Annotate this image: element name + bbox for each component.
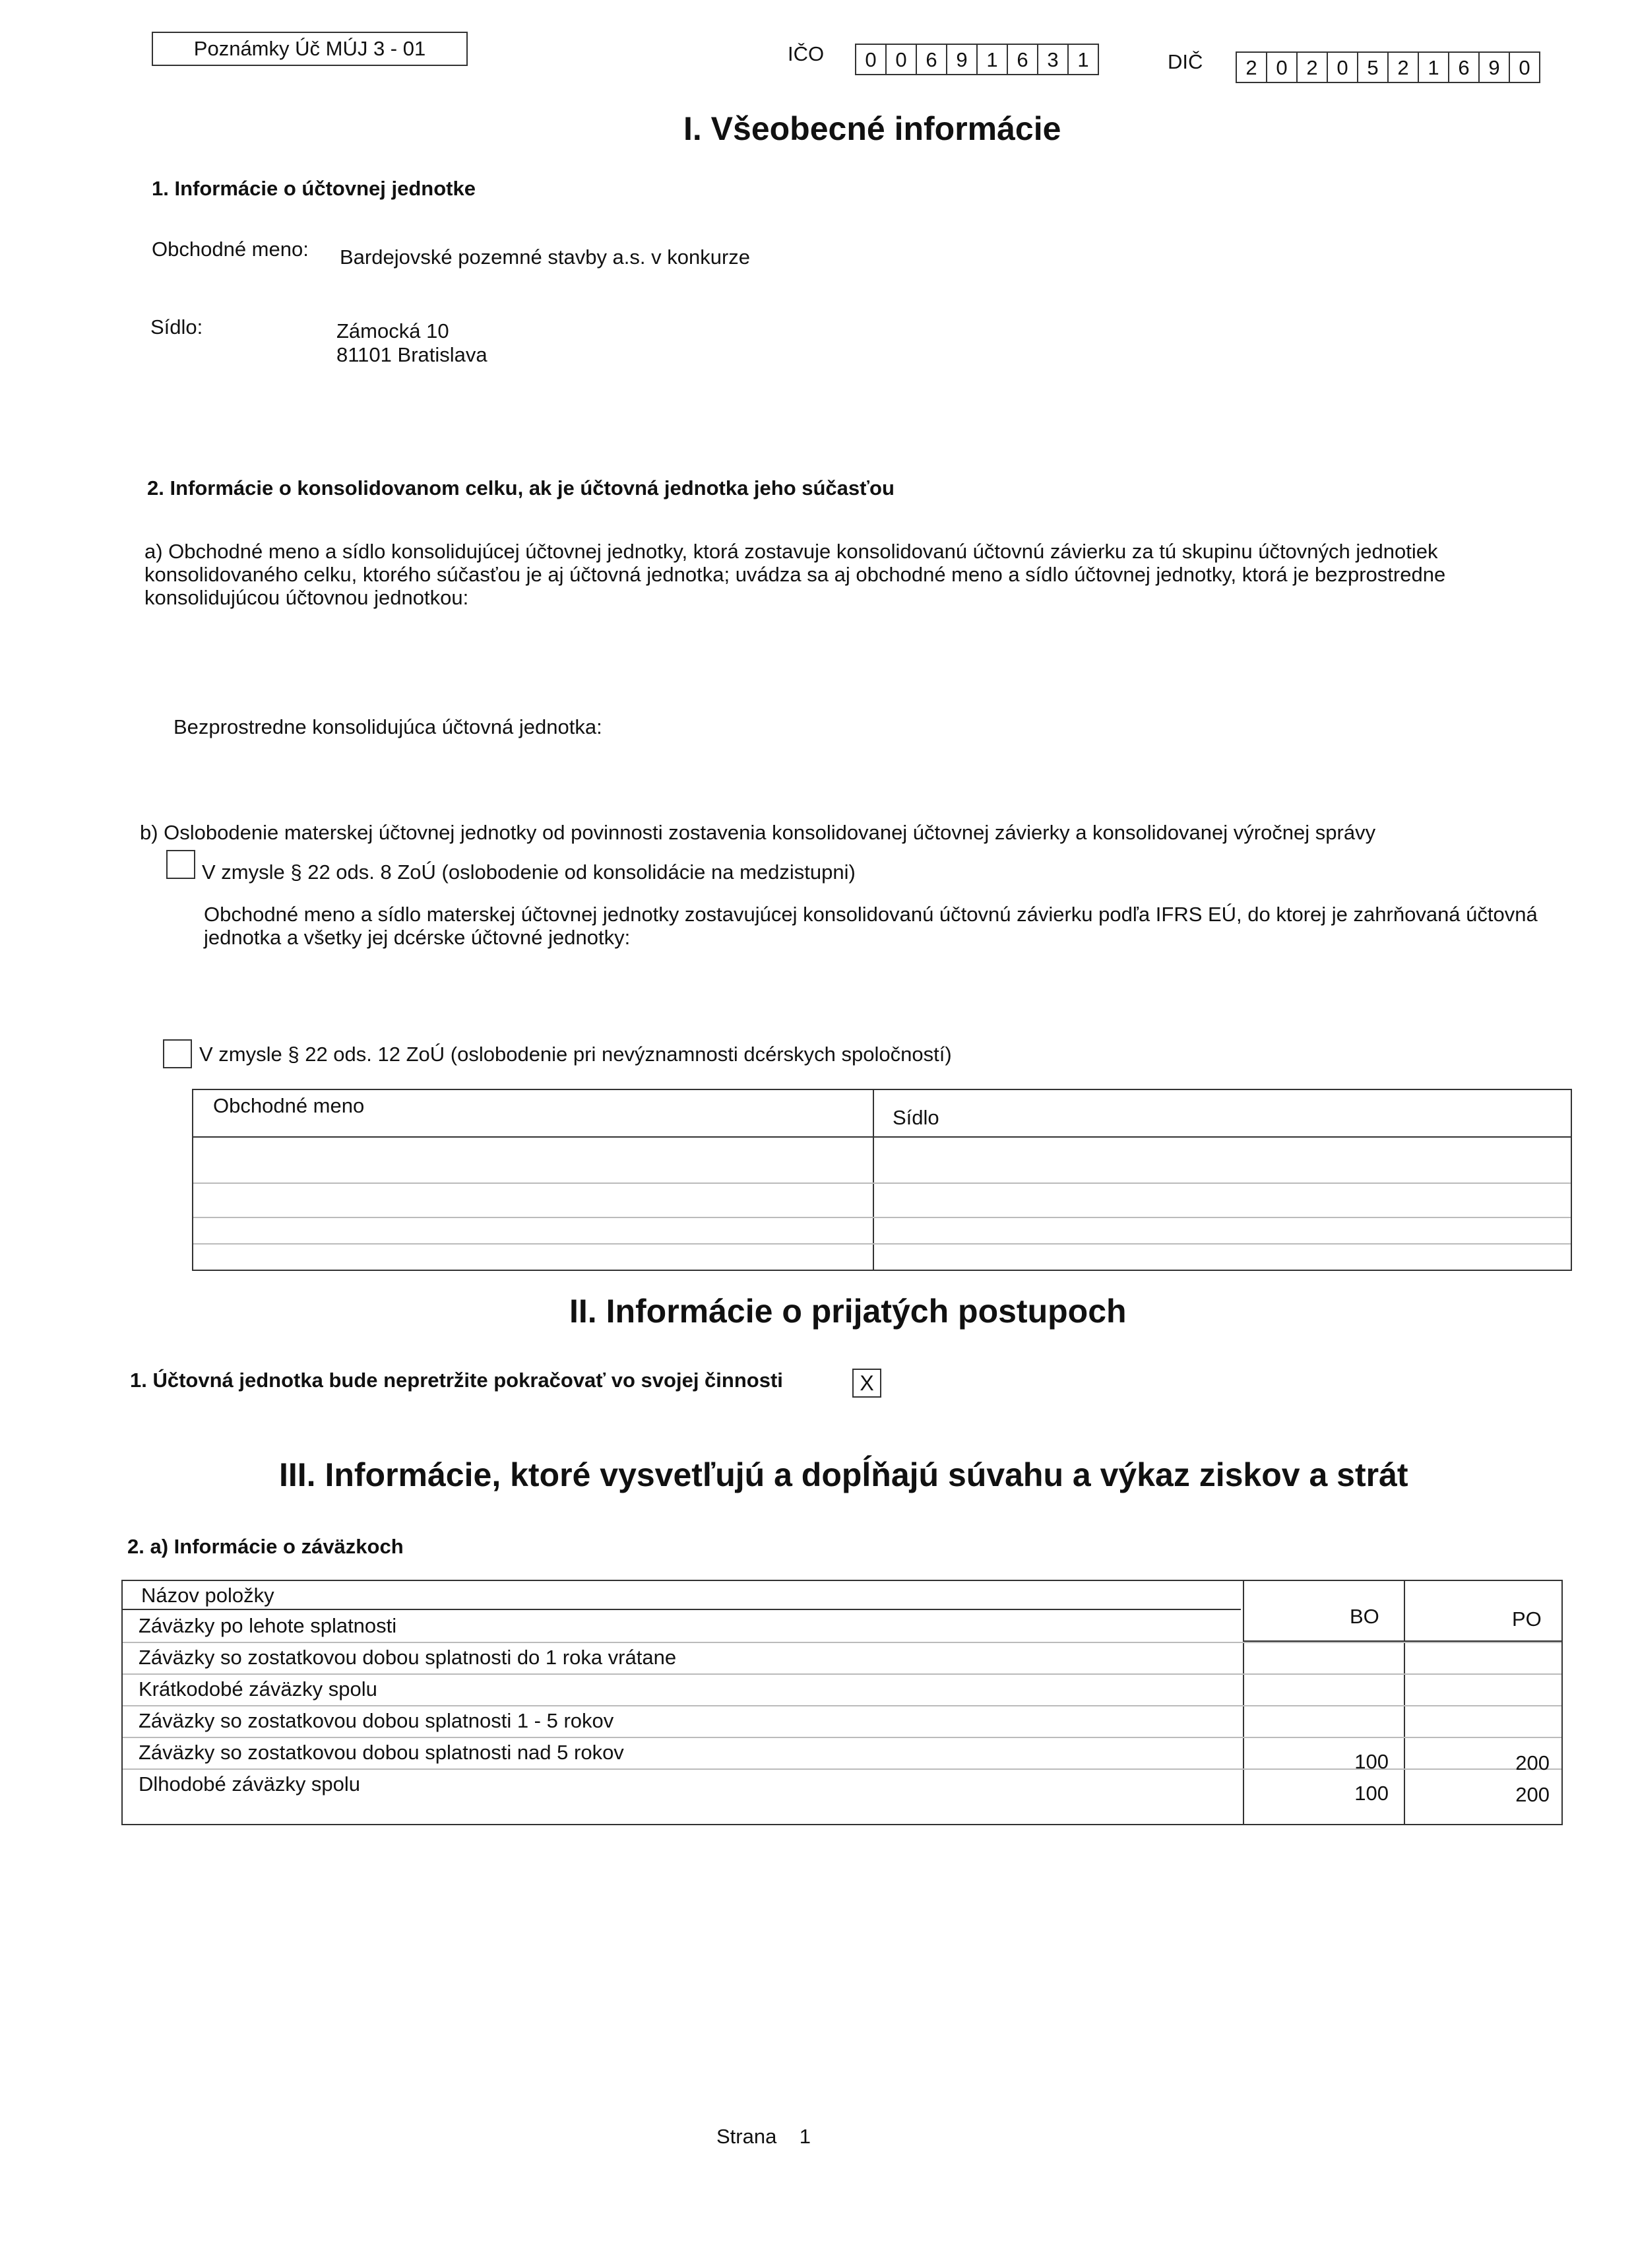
exemption-b-text: b) Oslobodenie materskej účtovnej jednotky od povinnosti zostavenia konsolidovanej účtovnej závierky a konsolidovanej výročnej správy <box>140 821 1376 844</box>
row-divider <box>193 1217 1571 1218</box>
col-header-item: Názov položky <box>141 1584 274 1607</box>
page-footer <box>716 2125 811 2149</box>
dic-digits <box>1236 51 1540 83</box>
row-divider <box>193 1183 1571 1184</box>
row-divider <box>123 1673 1561 1675</box>
ico-digits <box>855 44 1099 75</box>
form-label-box: Poznámky Úč MÚJ 3 - 01 <box>152 32 468 66</box>
header-divider <box>123 1609 1241 1610</box>
digit-cell: 6 <box>917 45 947 74</box>
immediate-parent-label: Bezprostredne konsolidujúca účtovná jednotka: <box>173 715 602 738</box>
seat-label: Sídlo: <box>150 315 203 339</box>
digit-cell: 0 <box>1267 53 1298 82</box>
going-concern-label: 1. Účtovná jednotka bude nepretržite pokračovať vo svojej činnosti <box>130 1369 783 1392</box>
digit-cell: 0 <box>1519 56 1530 79</box>
digit-cell: 3 <box>1038 45 1069 74</box>
liability-row-bo: 100 <box>1354 1750 1389 1773</box>
column-divider <box>1404 1581 1405 1824</box>
digit-cell: 6 <box>1449 53 1480 82</box>
col-header-name: Obchodné meno <box>213 1094 365 1117</box>
page-label: Strana <box>716 2125 777 2148</box>
section-1-title: I. Všeobecné informácie <box>683 110 1061 147</box>
liability-row-bo: 100 <box>1354 1782 1389 1805</box>
name-label: Obchodné meno: <box>152 238 309 261</box>
ico-label: IČO <box>788 42 825 65</box>
row-divider <box>123 1705 1561 1706</box>
digit-cell: 2 <box>1389 53 1419 82</box>
row-divider <box>123 1768 1561 1770</box>
digit-cell: 0 <box>856 45 887 74</box>
option-1-checkbox[interactable] <box>166 850 195 879</box>
section-3-title: III. Informácie, ktoré vysvetľujú a dopĺňajú súvahu a výkaz ziskov a strát <box>279 1456 1408 1493</box>
going-concern-checkbox[interactable]: X <box>852 1369 881 1398</box>
liability-row-item: Záväzky po lehote splatnosti <box>139 1614 397 1637</box>
liability-row-item: Záväzky so zostatkovou dobou splatnosti 1 - 5 rokov <box>139 1709 614 1732</box>
section-2-title: II. Informácie o prijatých postupoch <box>569 1293 1127 1330</box>
liability-row-item: Krátkodobé záväzky spolu <box>139 1677 377 1701</box>
option-2-label: V zmysle § 22 ods. 12 ZoÚ (oslobodenie pri nevýznamnosti dcérskych spoločností) <box>199 1043 952 1066</box>
digit-cell: 1 <box>1419 53 1449 82</box>
digit-cell: 0 <box>887 45 917 74</box>
consolidation-a-text: a) Obchodné meno a sídlo konsolidujúcej účtovnej jednotky, ktorá zostavuje konsolidovanú účtovnú závierku za tú skupinu účtovných jednotiek konsolidovaného celku, ktorého súčasťou je aj účtovná jednotka; uvádza sa aj obchodné meno a sídlo účtovnej jednotky, ktorá je bezprostredne konsolidujúcou účtovnou jednotkou: <box>144 540 1446 609</box>
digit-cell: 5 <box>1358 53 1389 82</box>
page-number: 1 <box>799 2125 811 2148</box>
subsidiaries-table <box>192 1089 1572 1271</box>
column-divider <box>1243 1581 1244 1824</box>
name-value: Bardejovské pozemné stavby a.s. v konkurze <box>340 245 751 269</box>
row-divider <box>123 1642 1561 1643</box>
liabilities-subtitle: 2. a) Informácie o záväzkoch <box>127 1535 404 1558</box>
seat-line-2: 81101 Bratislava <box>336 343 488 366</box>
row-divider <box>123 1737 1561 1738</box>
digit-cell: 1 <box>978 45 1008 74</box>
ifrs-parent-text: Obchodné meno a sídlo materskej účtovnej jednotky zostavujúcej konsolidovanú účtovnú závierku podľa IFRS EÚ, do ktorej je zahrňovaná účtovná jednotka a všetky jej dcérske účtovné jednotky: <box>204 903 1538 949</box>
option-2-checkbox[interactable] <box>163 1039 192 1068</box>
liabilities-table <box>121 1580 1563 1825</box>
liability-row-po: 200 <box>1515 1783 1550 1806</box>
liability-row-item: Dlhodobé záväzky spolu <box>139 1772 361 1796</box>
col-header-po: PO <box>1512 1607 1542 1631</box>
liability-row-po: 200 <box>1515 1751 1550 1774</box>
dic-label: DIČ <box>1168 50 1203 73</box>
digit-cell: 1 <box>1077 48 1089 71</box>
digit-cell: 9 <box>1480 53 1510 82</box>
header-divider <box>193 1136 1571 1138</box>
digit-cell: 9 <box>947 45 978 74</box>
liability-row-item: Záväzky so zostatkovou dobou splatnosti do 1 roka vrátane <box>139 1646 677 1669</box>
liability-row-item: Záväzky so zostatkovou dobou splatnosti nad 5 rokov <box>139 1741 624 1764</box>
option-1-label: V zmysle § 22 ods. 8 ZoÚ (oslobodenie od konsolidácie na medzistupni) <box>202 860 856 884</box>
subsection-1-title: 1. Informácie o účtovnej jednotke <box>152 177 476 200</box>
digit-cell: 2 <box>1237 53 1267 82</box>
subsection-2-title: 2. Informácie o konsolidovanom celku, ak je účtovná jednotka jeho súčasťou <box>147 476 895 500</box>
seat-line-1: Zámocká 10 <box>336 319 449 342</box>
digit-cell: 6 <box>1008 45 1038 74</box>
digit-cell: 0 <box>1328 53 1358 82</box>
col-header-seat: Sídlo <box>893 1106 939 1129</box>
digit-cell: 2 <box>1298 53 1328 82</box>
row-divider <box>193 1243 1571 1245</box>
col-header-bo: BO <box>1350 1605 1379 1628</box>
